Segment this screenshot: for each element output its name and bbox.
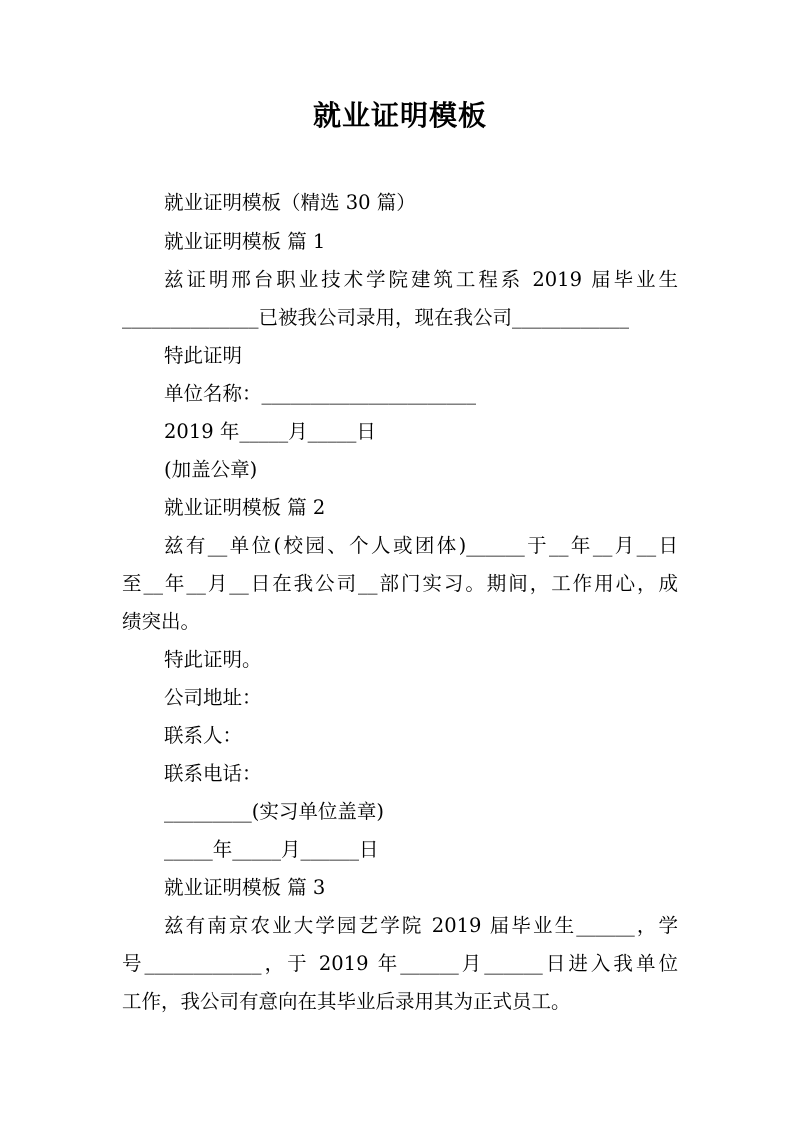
paragraph-line: 至__年__月__日在我公司__部门实习。期间，工作用心，成	[122, 572, 678, 595]
date-line: _____年_____月______日	[164, 838, 379, 861]
company-address-label: 公司地址：	[164, 686, 262, 709]
paragraph-line: 工作，我公司有意向在其毕业后录用其为正式员工。	[122, 990, 571, 1013]
paragraph-line: 兹有__单位(校园、个人或团体)______于__年__月__日	[164, 534, 678, 557]
contact-person-label: 联系人：	[164, 724, 243, 747]
seal-note: (加盖公章)	[164, 458, 258, 481]
date-line: 2019 年_____月_____日	[164, 420, 376, 443]
section-heading-3: 就业证明模板 篇 3	[164, 876, 326, 899]
contact-phone-label: 联系电话：	[164, 762, 262, 785]
certify-text: 特此证明。	[164, 648, 262, 671]
paragraph-line: 兹证明邢台职业技术学院建筑工程系 2019 届毕业生	[164, 268, 678, 291]
certify-text: 特此证明	[164, 344, 243, 367]
paragraph-line: ______________已被我公司录用，现在我公司____________	[122, 306, 630, 329]
paragraph-line: 兹有南京农业大学园艺学院 2019 届毕业生______，学	[164, 914, 678, 937]
collection-subtitle: 就业证明模板（精选 30 篇）	[164, 191, 416, 214]
section-heading-1: 就业证明模板 篇 1	[164, 230, 326, 253]
paragraph-line: 绩突出。	[122, 610, 201, 633]
company-name-line: 单位名称：______________________	[164, 382, 477, 405]
section-heading-2: 就业证明模板 篇 2	[164, 496, 326, 519]
internship-seal-line: _________(实习单位盖章)	[164, 800, 384, 823]
paragraph-line: 号____________，于 2019 年______月______日进入我单位	[122, 952, 678, 975]
document-title: 就业证明模板	[312, 99, 487, 132]
